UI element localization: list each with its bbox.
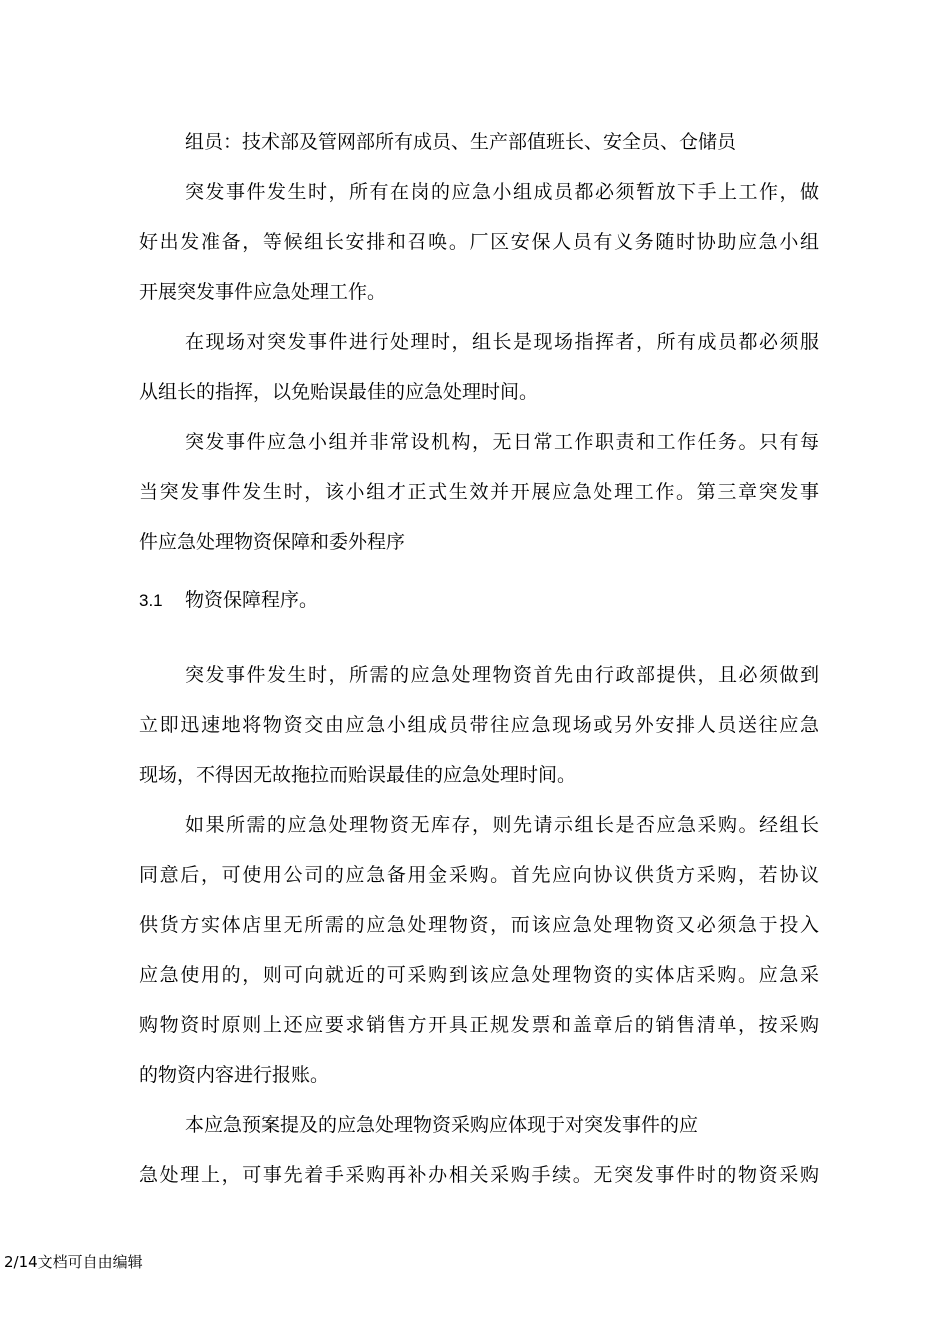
paragraph-line: 的物资内容进行报账。: [139, 1064, 330, 1086]
paragraph-line: 突发事件应急小组并非常设机构，无日常工作职责和工作任务。只有每: [185, 431, 819, 453]
paragraph-line: 应急使用的，则可向就近的可采购到该应急处理物资的实体店采购。应急采: [139, 964, 819, 986]
paragraph-line: 立即迅速地将物资交由应急小组成员带往应急现场或另外安排人员送往应急: [139, 714, 819, 736]
paragraph-line: 急处理上，可事先着手采购再补办相关采购手续。无突发事件时的物资采购: [139, 1164, 819, 1186]
paragraph-line: 从组长的指挥，以免贻误最佳的应急处理时间。: [139, 381, 539, 403]
paragraph-line: 供货方实体店里无所需的应急处理物资，而该应急处理物资又必须急于投入: [139, 914, 819, 936]
paragraph-line: 本应急预案提及的应急处理物资采购应体现于对突发事件的应: [185, 1114, 699, 1136]
paragraph-line: 突发事件发生时，所需的应急处理物资首先由行政部提供，且必须做到: [185, 664, 819, 686]
section-heading: [139, 587, 318, 614]
paragraph-line: 好出发准备，等候组长安排和召唤。厂区安保人员有义务随时协助应急小组: [139, 231, 819, 253]
paragraph-line: 同意后，可使用公司的应急备用金采购。首先应向协议供货方采购，若协议: [139, 864, 819, 886]
section-number: 3.1: [139, 591, 163, 610]
page-footer: 2/14文档可自由编辑: [4, 1253, 143, 1271]
paragraph-line: 开展突发事件应急处理工作。: [139, 281, 387, 303]
section-title: 物资保障程序。: [185, 589, 319, 611]
paragraph-line: 现场，不得因无故拖拉而贻误最佳的应急处理时间。: [139, 764, 577, 786]
paragraph-line: 购物资时原则上还应要求销售方开具正规发票和盖章后的销售清单，按采购: [139, 1014, 819, 1036]
paragraph-line: 件应急处理物资保障和委外程序: [139, 531, 406, 553]
paragraph-line: 突发事件发生时，所有在岗的应急小组成员都必须暂放下手上工作，做: [185, 181, 819, 203]
paragraph-line: 如果所需的应急处理物资无库存，则先请示组长是否应急采购。经组长: [185, 814, 819, 836]
paragraph-line: 当突发事件发生时，该小组才正式生效并开展应急处理工作。第三章突发事: [139, 481, 819, 503]
paragraph-line: 在现场对突发事件进行处理时，组长是现场指挥者，所有成员都必须服: [185, 331, 819, 353]
paragraph-line: 组员：技术部及管网部所有成员、生产部值班长、安全员、仓储员: [185, 131, 737, 153]
